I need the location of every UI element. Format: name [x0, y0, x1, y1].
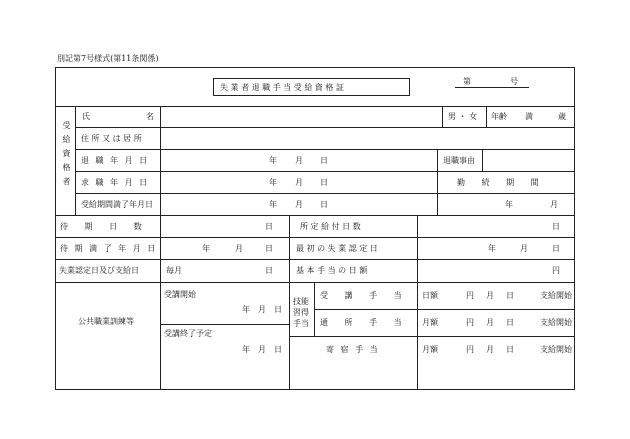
first-cert-year: 年	[488, 244, 496, 253]
number-underline	[455, 87, 529, 88]
lodging-pay-start: 支給開始	[540, 345, 572, 354]
form-reference: 別記第7号様式(第11条関係)	[57, 54, 159, 63]
retire-date-label: 退 職 年 月 日	[81, 156, 150, 165]
grid-line	[75, 193, 575, 194]
grid-line	[55, 215, 575, 216]
age-suffix: 歳	[558, 112, 566, 121]
job-search-year: 年	[269, 178, 277, 187]
service-period-year: 年	[505, 200, 513, 209]
benefit-end-day: 日	[320, 200, 328, 209]
job-search-date-label: 求 職 年 月 日	[81, 178, 150, 187]
grid-line	[75, 106, 76, 215]
lodging-monthly-amount: 月額	[422, 345, 438, 354]
grid-line	[75, 149, 575, 150]
commute-yen: 円	[466, 318, 474, 327]
waiting-end-date-label: 待 期 満 了 年 月 日	[60, 244, 158, 253]
training-start-label: 受講開始	[164, 290, 196, 299]
grid-line	[55, 106, 575, 107]
daily-amount-label: 基 本 手 当 の 日 額	[296, 266, 368, 275]
grid-line	[314, 309, 575, 310]
training-end-year: 年	[242, 345, 250, 354]
name-label-1: 氏	[82, 112, 90, 121]
grid-line	[289, 215, 290, 389]
prescribed-days-unit: 日	[552, 222, 560, 231]
benefit-end-month: 月	[295, 200, 303, 209]
lecture-month: 月	[486, 291, 494, 300]
waiting-days-unit: 日	[265, 222, 273, 231]
gender-field[interactable]: 男 ・ 女	[448, 112, 478, 121]
grid-line	[417, 336, 418, 389]
training-start-day: 日	[274, 305, 282, 314]
grid-line	[160, 106, 161, 389]
public-training-label: 公共職業訓練等	[78, 317, 134, 326]
grid-line	[486, 106, 487, 127]
grid-line	[55, 259, 575, 260]
age-label: 年齢	[491, 112, 507, 121]
lodging-day: 日	[506, 345, 514, 354]
name-label-2: 名	[146, 112, 154, 121]
grid-line	[417, 215, 418, 336]
daily-amount-yen: 円	[552, 266, 560, 275]
training-end-label: 受講終了予定	[164, 329, 212, 338]
frame-left	[55, 67, 56, 390]
job-search-month: 月	[295, 178, 303, 187]
training-start-year: 年	[242, 305, 250, 314]
waiting-days-label: 待 期 日 数	[60, 222, 149, 231]
retire-year: 年	[269, 156, 277, 165]
benefit-end-date-label: 受給期間満了年月日	[81, 200, 153, 209]
training-end-month: 月	[258, 345, 266, 354]
retire-day: 日	[320, 156, 328, 165]
first-cert-month: 月	[520, 244, 528, 253]
address-label: 住 所 又 は 居 所	[81, 134, 142, 143]
lecture-allowance-label: 受 講 手 当	[320, 291, 409, 300]
lodging-yen: 円	[466, 345, 474, 354]
first-cert-date-label: 最 初 の 失 業 認 定 日	[296, 244, 378, 253]
prescribed-days-label: 所 定 給 付 日 数	[300, 222, 361, 231]
age-prefix: 満	[525, 112, 533, 121]
frame-top	[55, 67, 575, 68]
commute-allowance-label: 通 所 手 当	[320, 318, 409, 327]
job-search-day: 日	[320, 178, 328, 187]
commute-pay-start: 支給開始	[540, 318, 572, 327]
lodging-month: 月	[486, 345, 494, 354]
retire-month: 月	[295, 156, 303, 165]
every-month-label: 毎月	[166, 266, 182, 275]
lecture-daily-amount: 日額	[422, 291, 438, 300]
commute-day: 日	[506, 318, 514, 327]
frame-right	[574, 67, 575, 390]
commute-monthly-amount: 月額	[422, 318, 438, 327]
cert-day-label: 失業認定日及び支給日	[59, 266, 139, 275]
grid-line	[160, 324, 289, 325]
recipient-group-label: 受給資格者	[62, 121, 71, 191]
service-period-label: 勤 続 期 間	[457, 178, 546, 187]
waiting-end-day: 日	[265, 244, 273, 253]
benefit-end-year: 年	[269, 200, 277, 209]
waiting-end-year: 年	[202, 244, 210, 253]
retire-reason-label: 退職事由	[443, 156, 475, 165]
number-label-prefix: 第	[463, 77, 471, 86]
frame-bottom	[55, 389, 575, 390]
grid-line	[437, 149, 438, 215]
training-start-month: 月	[258, 305, 266, 314]
waiting-end-month: 月	[235, 244, 243, 253]
grid-line	[314, 282, 315, 336]
grid-line	[482, 149, 483, 171]
service-period-month: 月	[550, 200, 558, 209]
lecture-day: 日	[506, 291, 514, 300]
grid-line	[55, 282, 575, 283]
grid-line	[55, 237, 575, 238]
skill-allowance-label: 技能 習得 手当	[293, 297, 309, 328]
cert-day-unit: 日	[265, 266, 273, 275]
lodging-allowance-label: 寄 宿 手 当	[326, 345, 380, 354]
grid-line	[442, 106, 443, 127]
lecture-yen: 円	[466, 291, 474, 300]
training-end-day: 日	[274, 345, 282, 354]
lecture-pay-start: 支給開始	[540, 291, 572, 300]
grid-line	[75, 171, 575, 172]
first-cert-day: 日	[552, 244, 560, 253]
form-title: 失 業 者 退 職 手 当 受 給 資 格 証	[220, 83, 344, 92]
grid-line	[289, 336, 575, 337]
commute-month: 月	[486, 318, 494, 327]
number-label-suffix: 号	[510, 77, 518, 86]
grid-line	[75, 127, 575, 128]
